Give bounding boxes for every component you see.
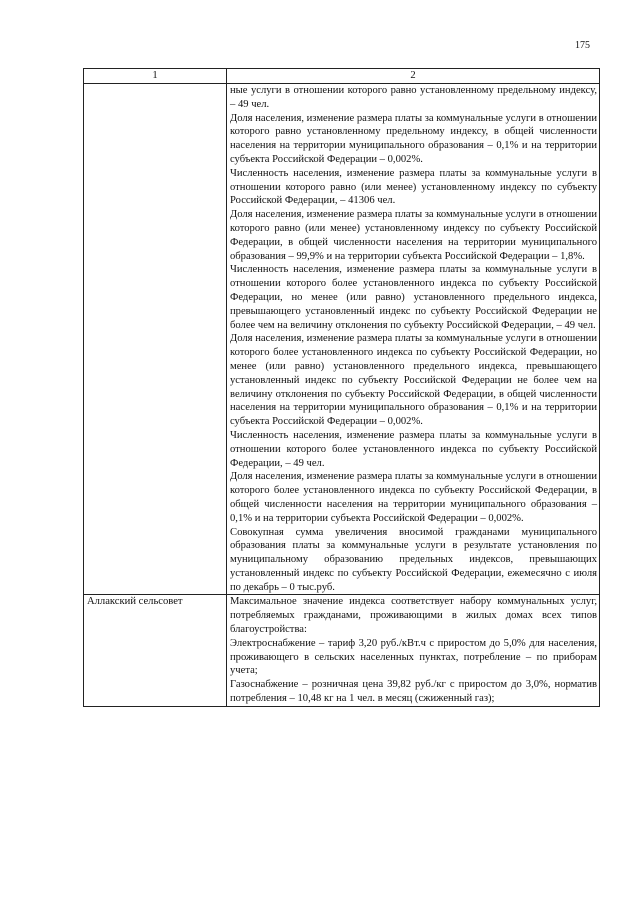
row-label: Аллакский сельсовет <box>87 596 183 608</box>
page-number: 175 <box>575 40 590 51</box>
row-label-cell <box>84 595 227 706</box>
row-content-cell <box>227 84 600 595</box>
paragraph: Доля населения, изменение размера платы за коммунальные услуги в отношении которого более установленного индекса по субъекту Российской Федерации, но менее (или равно) установленного предельного индекса, превышающего установленный индекс по субъекту Российской Федерации не более чем на величину отклонения по субъекту Российской Федерации, в общей численности населения на территории муниципального образования – 0,1% и на территории субъекта Российской Федерации – 0,002%. <box>230 333 597 428</box>
row-label-cell <box>84 84 227 595</box>
column-header-1: 1 <box>84 69 227 84</box>
paragraph: Максимальное значение индекса соответствует набору коммунальных услуг, потребляемых гражданами, проживающими в жилых домах всех типов благоустройства: <box>230 596 597 636</box>
table-row <box>84 595 600 706</box>
document-table <box>83 68 600 707</box>
table-header-row <box>84 69 600 84</box>
paragraph: Газоснабжение – розничная цена 39,82 руб./кг с приростом до 3,0%, норматив потребления – 10,48 кг на 1 чел. в месяц (сжиженный газ); <box>230 679 597 705</box>
table-row <box>84 84 600 595</box>
paragraph: Численность населения, изменение размера платы за коммунальные услуги в отношении которого равно (или менее) установленному индексу по субъекту Российской Федерации, – 41306 чел. <box>230 167 597 207</box>
paragraph: Численность населения, изменение размера платы за коммунальные услуги в отношении которого более установленного индекса по субъекту Российской Федерации, – 49 чел. <box>230 429 597 469</box>
paragraph: Электроснабжение – тариф 3,20 руб./кВт.ч с приростом до 5,0% для населения, проживающего в сельских населенных пунктах, потребление – по приборам учета; <box>230 637 597 677</box>
paragraph: Численность населения, изменение размера платы за коммунальные услуги в отношении которого более установленного индекса по субъекту Российской Федерации, но менее (или равно) установленного предельного индекса, превышающего установленный индекс по субъекту Российской Федерации не более чем на величину отклонения по субъекту Российской Федерации, – 49 чел. <box>230 264 597 331</box>
paragraph: ные услуги в отношении которого равно установленному предельному индексу, – 49 чел. <box>230 85 597 110</box>
row-content-cell <box>227 595 600 706</box>
paragraph: Доля населения, изменение размера платы за коммунальные услуги в отношении которого равно установленному предельному индексу, в общей численности населения на территории муниципального образования – 0,1% и на территории субъекта Российской Федерации – 0,002%. <box>230 112 597 165</box>
column-header-2: 2 <box>227 69 600 84</box>
paragraph: Доля населения, изменение размера платы за коммунальные услуги в отношении которого равно (или менее) установленному индексу по субъекту Российской Федерации, в общей численности населения на территории муниципального образования – 99,9% и на территории субъекта Российской Федерации – 1,8%. <box>230 209 597 262</box>
paragraph: Совокупная сумма увеличения вносимой гражданами муниципального образования платы за коммунальные услуги в результате установления по муниципальному образованию предельных индексов, превышающих установленный индекс по субъекту Российской Федерации, ежемесячно с июля по декабрь – 0 тыс.руб. <box>230 526 597 593</box>
paragraph: Доля населения, изменение размера платы за коммунальные услуги в отношении которого более установленного индекса по субъекту Российской Федерации, в общей численности населения на территории муниципального образования – 0,1% и на территории субъекта Российской Федерации – 0,002%. <box>230 471 597 524</box>
